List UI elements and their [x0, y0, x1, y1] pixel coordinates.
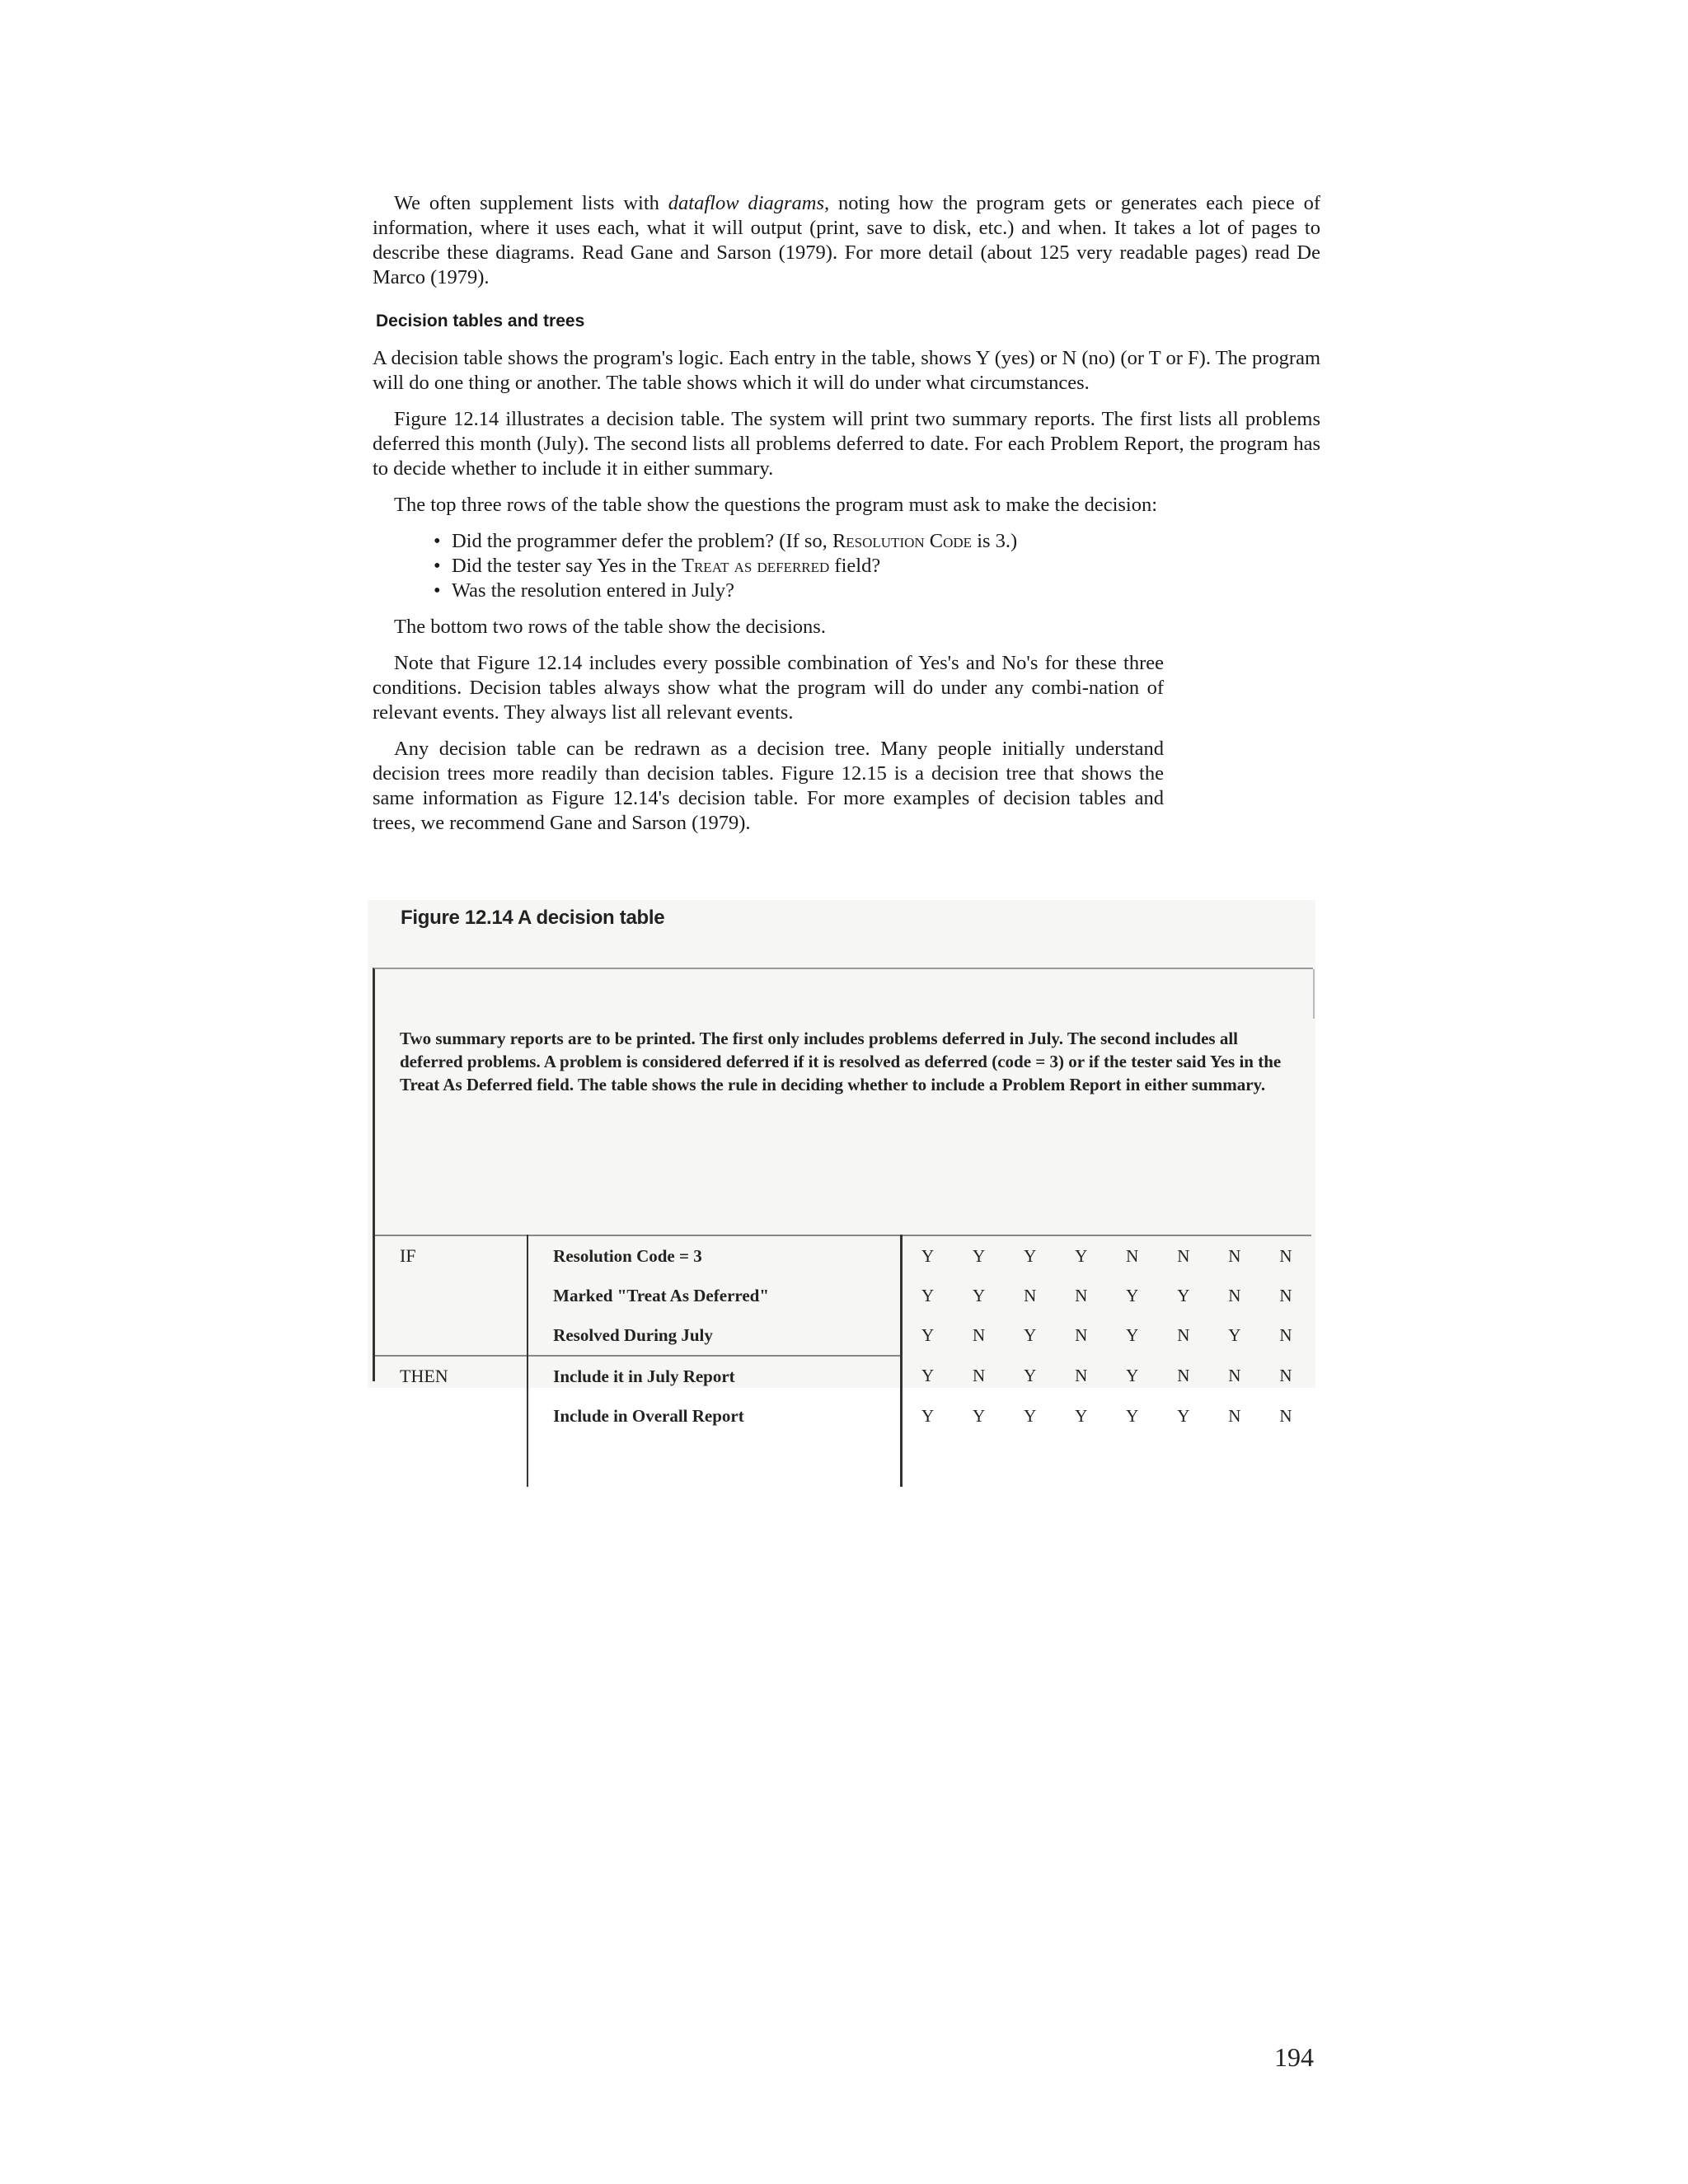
table-cell: N: [973, 1325, 986, 1345]
table-cell: Y: [921, 1366, 935, 1385]
table-cell: N: [1075, 1285, 1088, 1305]
table-cell: N: [1279, 1405, 1292, 1426]
table-cell: Y: [1126, 1366, 1139, 1385]
text-run: We often supplement lists with: [394, 192, 668, 214]
empty-label: [375, 1276, 528, 1315]
paragraph-dataflow: [373, 191, 1320, 290]
action-label: Include in Overall Report: [528, 1396, 901, 1436]
table-cell: Y: [1024, 1325, 1037, 1345]
table-cell: Y: [1024, 1366, 1037, 1385]
empty-label: [375, 1315, 528, 1356]
empty-cell: [901, 1436, 1311, 1487]
condition-label: Resolved During July: [528, 1315, 901, 1356]
empty-label: [375, 1436, 528, 1487]
table-cell: N: [1279, 1325, 1292, 1345]
field-name: Resolution Code: [832, 530, 973, 552]
table-cell: N: [1228, 1366, 1241, 1385]
table-row: [375, 1436, 1311, 1487]
action-label: Include it in July Report: [528, 1356, 901, 1396]
then-label: THEN: [375, 1356, 528, 1396]
table-cell: Y: [1075, 1405, 1088, 1426]
list-item: [452, 529, 1320, 554]
table-cell: N: [1177, 1325, 1190, 1345]
paragraph-decision-tree: Any decision table can be redrawn as a decision tree. Many people initially understand decision trees more readily than decision tables. Figure 12.15 is a decision tree that shows the same information as Figure 12.14's decision table. For more examples of decision tables and trees, we recommend Gane and Sarson (1979).: [373, 738, 1164, 834]
paragraph-combinations: Note that Figure 12.14 includes every possible combination of Yes's and No's for these three conditions. Decision tables always show what the program will do under any combi-nation of relevant events. They always list all relevant events.: [373, 652, 1164, 724]
table-cell: Y: [921, 1405, 935, 1426]
table-cell: Y: [1228, 1325, 1241, 1345]
field-name: Treat as deferred: [682, 555, 830, 577]
table-cell: Y: [1126, 1405, 1139, 1426]
paragraph-decision-table-intro: A decision table shows the program's logic. Each entry in the table, shows Y (yes) or N (no) (or T or F). The program will do one thing or another. The table shows which it will do under what circumstances.: [373, 347, 1320, 394]
table-cell: N: [1279, 1285, 1292, 1305]
emphasis-dataflow-diagrams: dataflow diagrams,: [668, 192, 830, 214]
text-run: noting how the program gets or generates each piece of information, where it uses each, what it will output (print, save to disk, etc.) and when. It takes a lot of pages to describe these diagrams. Read Gane and Sarson (1979). For more detail (about 125 very readable pages) read De Marco (1979).: [373, 192, 1320, 288]
text-run: is 3.): [972, 530, 1018, 552]
table-cell: Y: [1024, 1405, 1037, 1426]
table-cell: Y: [1056, 1235, 1107, 1276]
text-run: Did the programmer defer the problem? (If so,: [452, 530, 832, 552]
table-cell: Y: [1126, 1325, 1139, 1345]
figure-frame: [373, 968, 1313, 1426]
frame-edge: [1313, 969, 1315, 1019]
if-label: IF: [375, 1235, 528, 1276]
table-cell: Y: [921, 1285, 935, 1305]
table-cell: N: [1260, 1235, 1311, 1276]
table-cell: Y: [973, 1405, 986, 1426]
table-cell: N: [1279, 1366, 1292, 1385]
table-cell: Y: [1126, 1285, 1139, 1305]
table-cell: N: [1228, 1285, 1241, 1305]
table-row: [375, 1276, 1311, 1315]
table-row: [375, 1356, 1311, 1396]
question-list: [373, 529, 1320, 603]
empty-label: [375, 1396, 528, 1436]
list-item: [452, 554, 1320, 579]
section-heading: Decision tables and trees: [376, 312, 585, 330]
text-run: field?: [829, 555, 881, 577]
empty-cell: [528, 1436, 901, 1487]
figure-decision-table: [368, 900, 1315, 1426]
table-row: [375, 1396, 1311, 1436]
page-body: [373, 191, 1320, 836]
table-cell: Y: [921, 1325, 935, 1345]
table-cell: N: [1107, 1235, 1158, 1276]
table-cell: Y: [973, 1285, 986, 1305]
table-cell: N: [1075, 1366, 1088, 1385]
table-cell: N: [1209, 1235, 1260, 1276]
table-cell: Y: [1177, 1285, 1190, 1305]
paragraph-top-rows: The top three rows of the table show the questions the program must ask to make the decision:: [394, 494, 1158, 516]
figure-caption: Two summary reports are to be printed. The first only includes problems deferred in July. The second includes all deferred problems. A problem is considered deferred if it is resolved as deferred (code = 3) or if the tester said Yes in the Treat As Deferred field. The table shows the rule in deciding whether to include a Problem Report in either summary.: [400, 1029, 1282, 1094]
paragraph-bottom-rows: The bottom two rows of the table show the decisions.: [394, 616, 826, 638]
paragraph-figure-description: Figure 12.14 illustrates a decision table. The system will print two summary reports. The first lists all problems deferred this month (July). The second lists all problems deferred to date. For each Problem Report, the program has to decide whether to include it in either summary.: [373, 408, 1320, 480]
table-row: [375, 1235, 1311, 1276]
list-item: • Was the resolution entered in July?: [452, 579, 1320, 603]
condition-label: Marked "Treat As Deferred": [528, 1276, 901, 1315]
table-cell: N: [1158, 1235, 1209, 1276]
figure-title: Figure 12.14 A decision table: [401, 907, 665, 929]
table-cell: Y: [1177, 1405, 1190, 1426]
table-cell: N: [1024, 1285, 1037, 1305]
page-number: 194: [1274, 2042, 1314, 2072]
decision-table: [375, 1235, 1311, 1487]
table-row: [375, 1315, 1311, 1356]
table-cell: N: [973, 1366, 986, 1385]
table-cell: N: [1228, 1405, 1241, 1426]
table-cell: N: [1177, 1366, 1190, 1385]
table-cell: Y: [954, 1235, 1005, 1276]
table-cell: Y: [901, 1235, 954, 1276]
table-cell: N: [1075, 1325, 1088, 1345]
table-cell: Y: [1005, 1235, 1056, 1276]
text-run: Did the tester say Yes in the: [452, 555, 682, 577]
condition-label: Resolution Code = 3: [528, 1235, 901, 1276]
